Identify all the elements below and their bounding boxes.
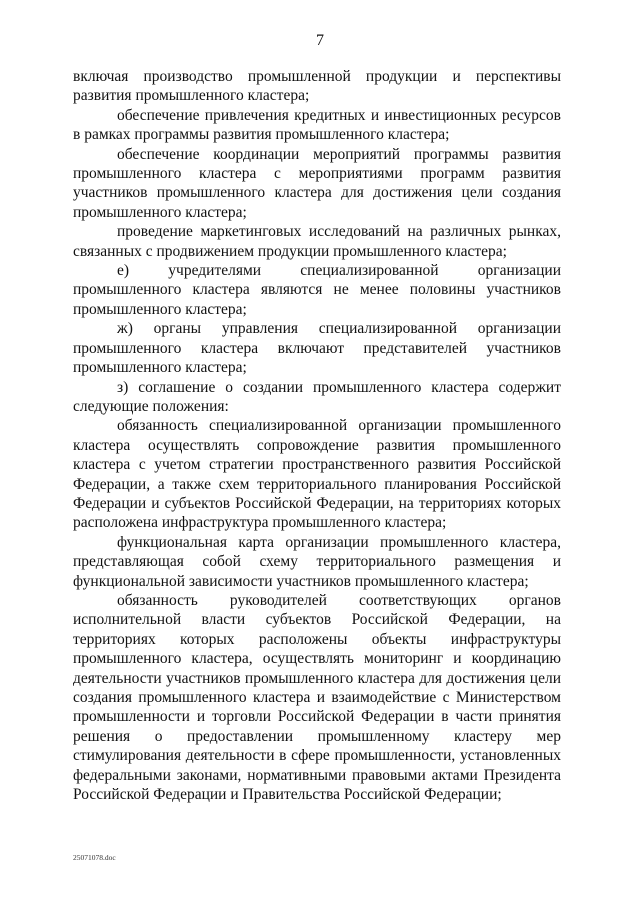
paragraph: включая производство промышленной продукции и перспективы развития промышленного кластера; — [73, 68, 561, 105]
document-body — [73, 67, 561, 804]
paragraph: проведение маркетинговых исследований на различных рынках, связанных с продвижением продукции промышленного кластера; — [73, 223, 561, 260]
paragraph: е) учредителями специализированной организации промышленного кластера являются не менее половины участников промышленного кластера; — [73, 262, 561, 318]
paragraph: обязанность руководителей соответствующих органов исполнительной власти субъектов Российской Федерации, на территориях которых расположены объекты инфраструктуры промышленного кластера, осуществлять мониторинг и координацию деятельности участников промышленного кластера для достижения цели создания промышленного кластера и взаимодействие с Министерством промышленности и торговли Российской Федерации в части принятия решения о предоставлении промышленному кластеру мер стимулирования деятельности в сфере промышленности, установленных федеральными законами, нормативными правовыми актами Президента Российской Федерации и Правительства Российской Федерации; — [73, 591, 561, 804]
paragraph: обязанность специализированной организации промышленного кластера осуществлять сопровождение развития промышленного кластера с учетом стратегии пространственного развития Российской Федерации, а также схем территориального планирования Российской Федерации и субъектов Российской Федерации, на территориях которых расположена инфраструктура промышленного кластера; — [73, 417, 561, 532]
paragraph: обеспечение координации мероприятий программы развития промышленного кластера с мероприятиями программ развития участников промышленного кластера для достижения цели создания промышленного кластера; — [73, 145, 561, 221]
page-number: 7 — [316, 32, 324, 49]
paragraph: з) соглашение о создании промышленного кластера содержит следующие положения: — [73, 378, 561, 415]
paragraph: ж) органы управления специализированной организации промышленного кластера включают представителей участников промышленного кластера; — [73, 320, 561, 377]
paragraph: функциональная карта организации промышленного кластера, представляющая собой схему территориального размещения и функциональной зависимости участников промышленного кластера; — [73, 533, 561, 590]
footer-file-code: 25071078.doc — [73, 853, 116, 862]
paragraph: обеспечение привлечения кредитных и инвестиционных ресурсов в рамках программы развития промышленного кластера; — [73, 106, 561, 144]
